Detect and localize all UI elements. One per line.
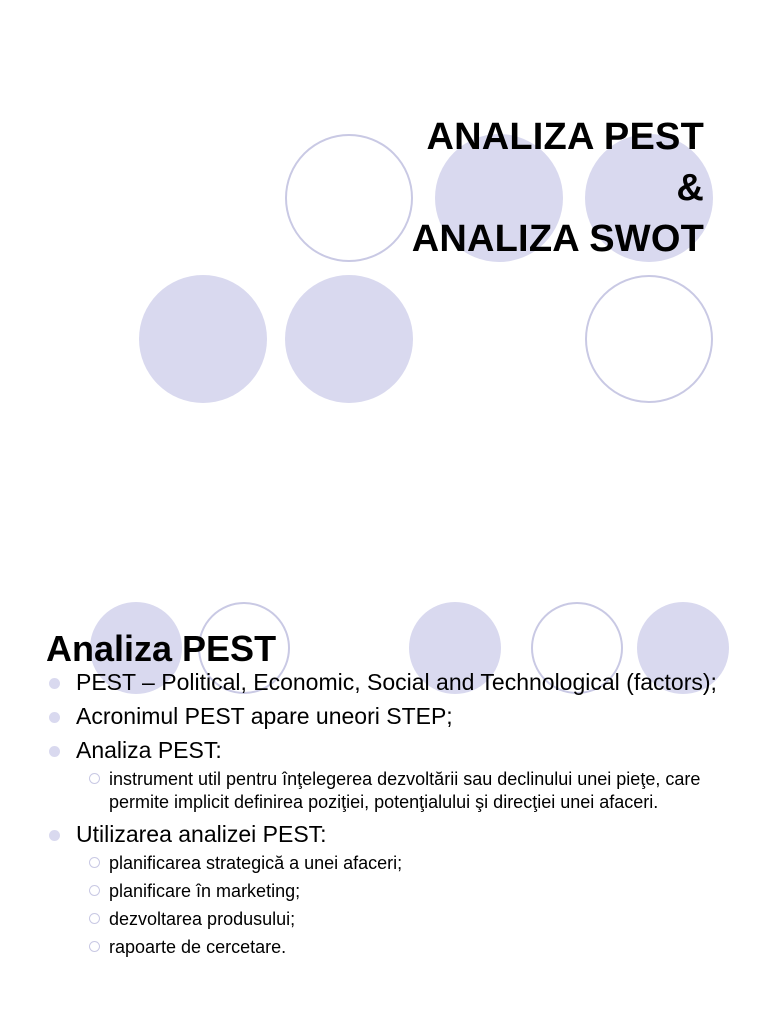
content-slide	[0, 576, 768, 1024]
decorative-circle-filled	[285, 275, 413, 403]
sub-bullet-text: planificare în marketing;	[109, 881, 301, 901]
slide-title	[412, 112, 704, 265]
sub-bullet-text: dezvoltarea produsului;	[109, 909, 296, 929]
hollow-bullet-icon	[89, 773, 100, 784]
title-line-1: ANALIZA PEST	[426, 116, 704, 158]
bullet-item	[46, 703, 736, 730]
bullet-text: Acronimul PEST apare uneori STEP;	[76, 703, 453, 729]
hollow-bullet-icon	[89, 885, 100, 896]
sub-bullet-item	[76, 880, 736, 903]
decorative-circle-outline	[285, 134, 413, 262]
bullet-text: Analiza PEST:	[76, 737, 222, 763]
slide-title: Analiza PEST	[46, 628, 277, 669]
sub-bullet-item	[76, 936, 736, 959]
decorative-circle-filled	[139, 275, 267, 403]
bullet-dot-icon	[49, 678, 60, 689]
sub-bullet-item	[76, 768, 736, 814]
bullet-text: PEST – Political, Economic, Social and Technological (factors);	[76, 669, 717, 695]
decorative-circle-outline	[585, 275, 713, 403]
bullet-item	[46, 737, 736, 814]
bullet-dot-icon	[49, 712, 60, 723]
title-line-2: &	[676, 167, 704, 209]
sub-bullet-text: instrument util pentru înţelegerea dezvoltării sau declinului unei pieţe, care permite implicit definirea poziţiei, potenţialului şi direcţiei unei afaceri.	[109, 769, 701, 812]
hollow-bullet-icon	[89, 941, 100, 952]
sub-bullet-text: rapoarte de cercetare.	[109, 937, 287, 957]
sub-bullet-list	[76, 852, 736, 959]
sub-bullet-list	[76, 768, 736, 814]
sub-bullet-text: planificarea strategică a unei afaceri;	[109, 853, 403, 873]
sub-bullet-item	[76, 852, 736, 875]
bullet-dot-icon	[49, 746, 60, 757]
bullet-text: Utilizarea analizei PEST:	[76, 821, 327, 847]
hollow-bullet-icon	[89, 857, 100, 868]
title-line-3: ANALIZA SWOT	[411, 218, 704, 260]
bullet-list	[46, 669, 736, 966]
bullet-item	[46, 669, 736, 696]
hollow-bullet-icon	[89, 913, 100, 924]
sub-bullet-item	[76, 908, 736, 931]
bullet-item	[46, 821, 736, 959]
bullet-dot-icon	[49, 830, 60, 841]
